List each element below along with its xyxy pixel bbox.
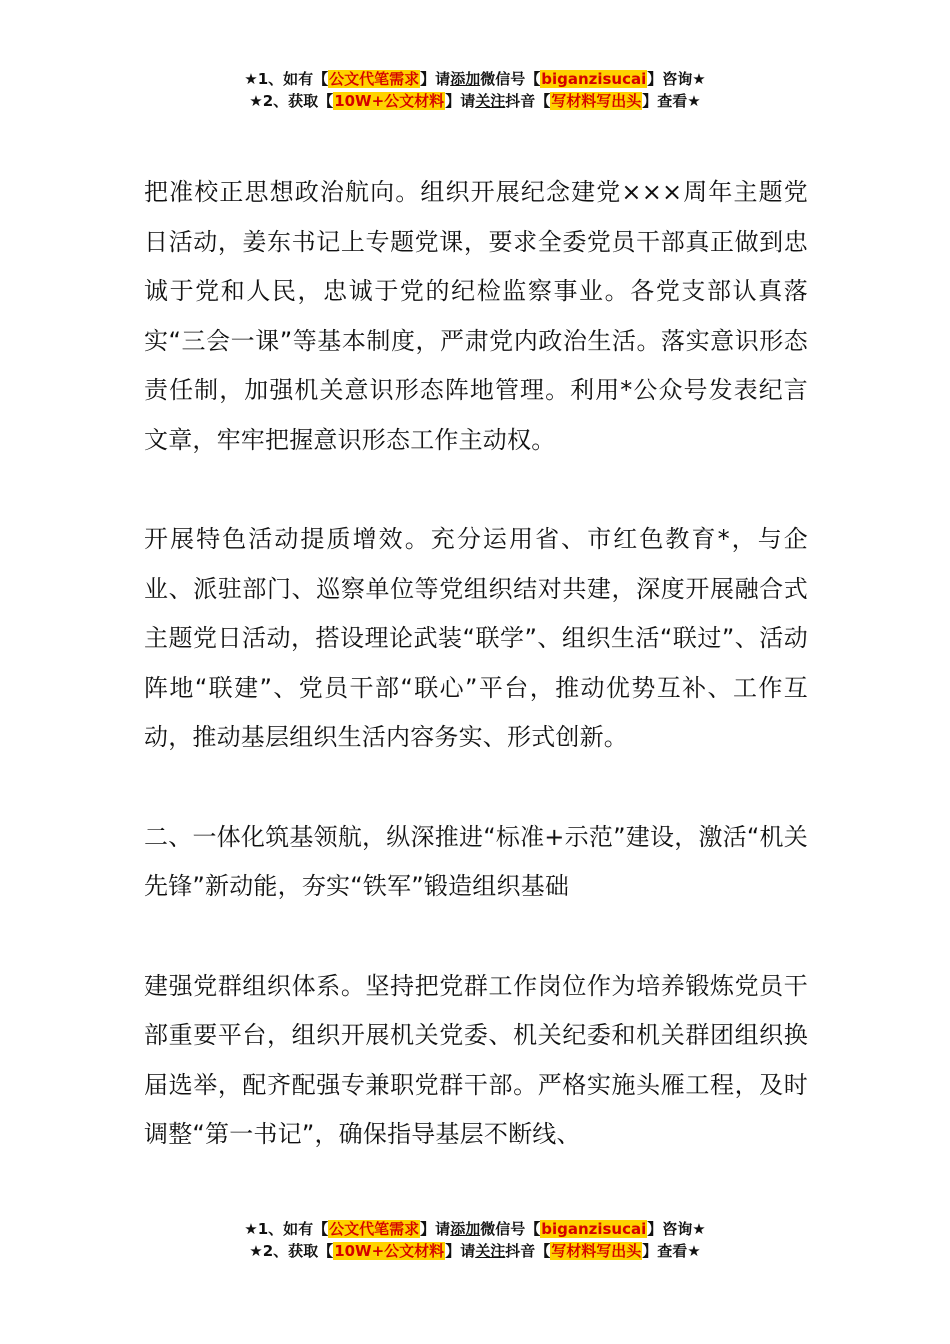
highlight-douyin-id: 写材料写出头: [551, 92, 642, 110]
footer-banner: [0, 1218, 950, 1262]
highlight-wechat-id: biganzisucai: [541, 70, 647, 88]
highlight-materials: 10W+公文材料: [334, 1242, 445, 1260]
highlight-wechat-id: biganzisucai: [541, 1220, 647, 1238]
highlight-materials: 10W+公文材料: [334, 92, 445, 110]
highlight-douyin-id: 写材料写出头: [551, 1242, 642, 1260]
banner-line-2: ★2、获取【10W+公文材料】请关注抖音【写材料写出头】查看★: [249, 1242, 701, 1260]
paragraph-ideology: 把准校正思想政治航向。组织开展纪念建党×××周年主题党日活动，姜东书记上专题党课，要求全委党员干部真正做到忠诚于党和人民，忠诚于党的纪检监察事业。各党支部认真落实“三会一课”等基本制度，严肃党内政治生活。落实意识形态责任制，加强机关意识形态阵地管理。利用*公众号发表纪言文章，牢牢把握意识形态工作主动权。: [144, 178, 808, 454]
paragraph-activities: 开展特色活动提质增效。充分运用省、市红色教育*，与企业、派驻部门、巡察单位等党组织结对共建，深度开展融合式主题党日活动，搭设理论武装“联学”、组织生活“联过”、活动阵地“联建”、党员干部“联心”平台，推动优势互补、工作互动，推动基层组织生活内容务实、形式创新。: [144, 525, 808, 751]
section-heading-2: 二、一体化筑基领航，纵深推进“标准+示范”建设，激活“机关先锋”新动能，夯实“铁军”锻造组织基础: [144, 822, 808, 900]
highlight-service: 公文代笔需求: [329, 70, 420, 88]
paragraph-organization: 建强党群组织体系。坚持把党群工作岗位作为培养锻炼党员干部重要平台，组织开展机关党委、机关纪委和机关群团组织换届选举，配齐配强专兼职党群干部。严格实施头雁工程，及时调整“第一书记”，确保指导基层不断线、: [144, 971, 808, 1148]
document-body: [144, 168, 808, 1160]
banner-line-1: ★1、如有【公文代笔需求】请添加微信号【biganzisucai】咨询★: [244, 1220, 706, 1238]
banner-line-2: ★2、获取【10W+公文材料】请关注抖音【写材料写出头】查看★: [249, 92, 701, 110]
header-banner: [0, 68, 950, 112]
banner-line-1: ★1、如有【公文代笔需求】请添加微信号【biganzisucai】咨询★: [244, 70, 706, 88]
highlight-service: 公文代笔需求: [329, 1220, 420, 1238]
